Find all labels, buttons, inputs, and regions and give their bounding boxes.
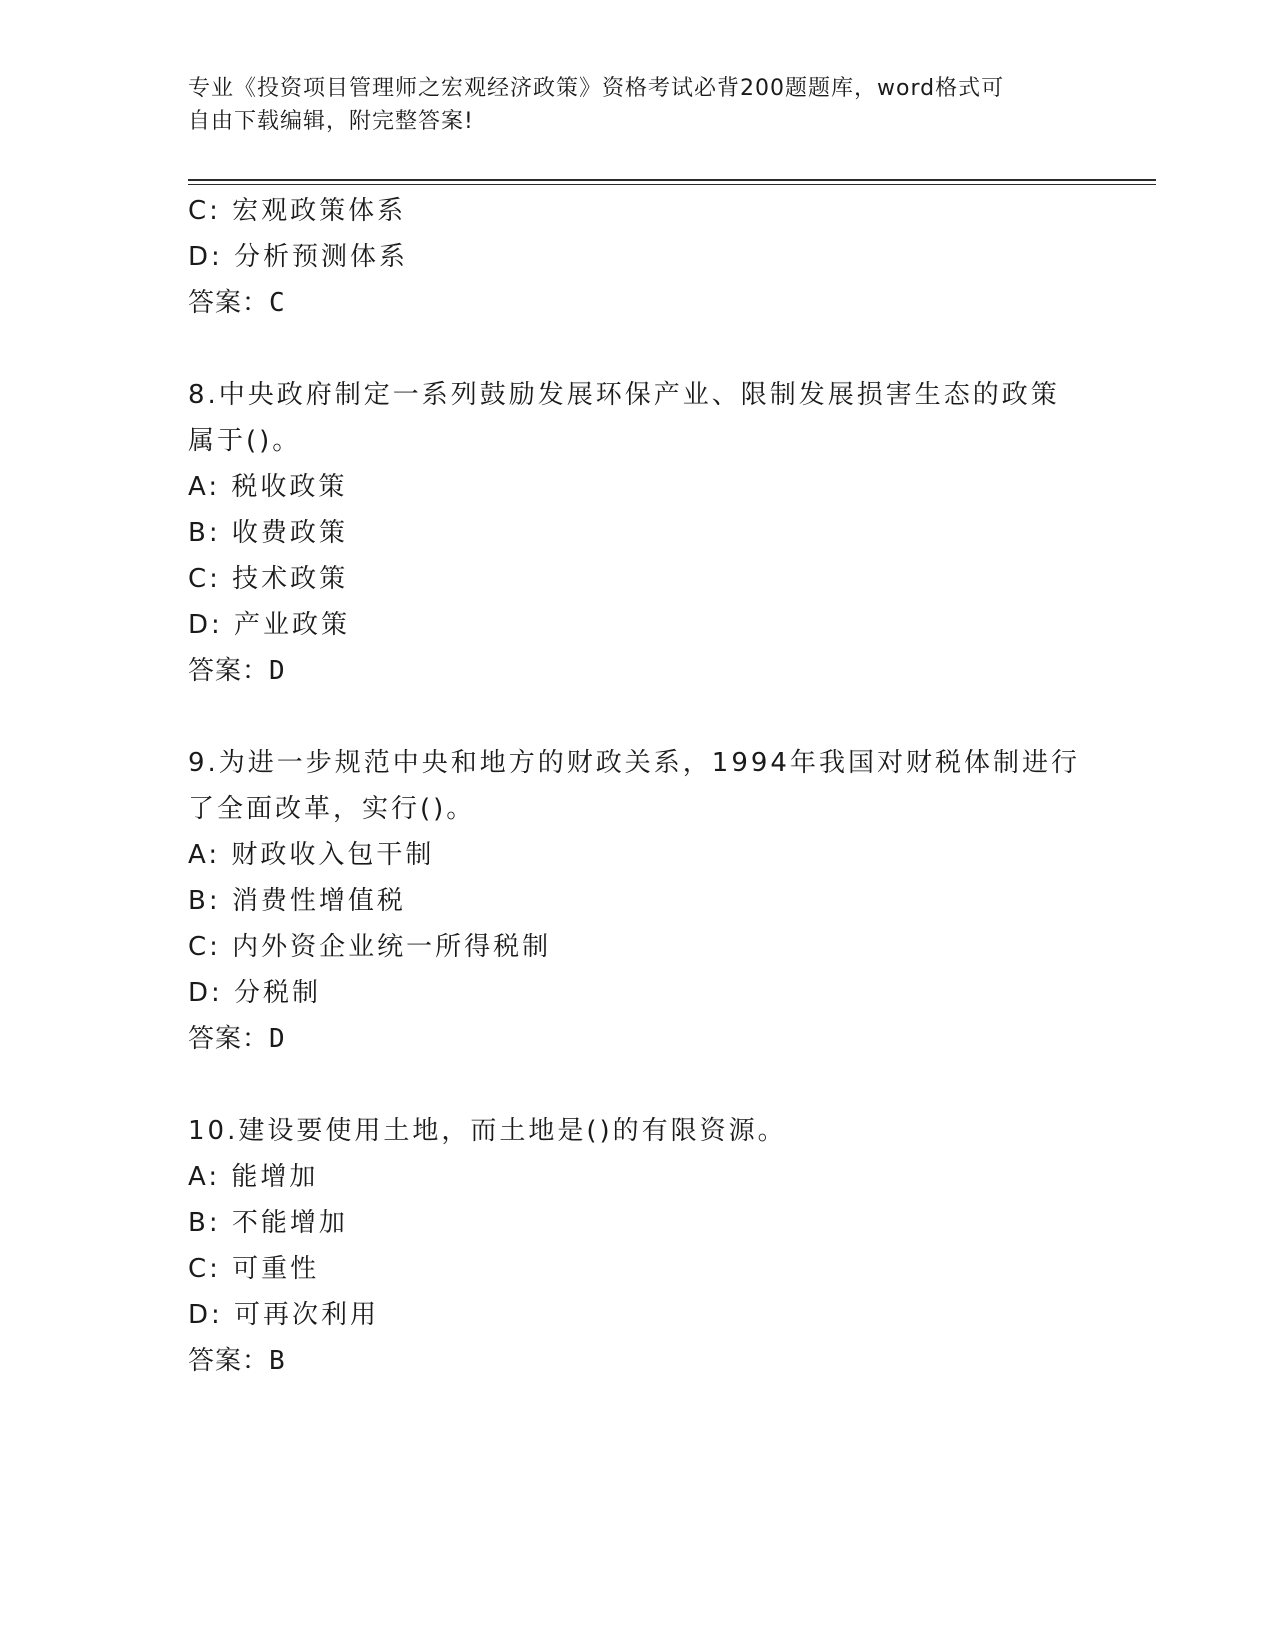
- question-10: [188, 1108, 1068, 1384]
- page-header: [188, 72, 1068, 138]
- question-stem: 属于()。: [188, 426, 302, 456]
- header-title-line1: 专业《投资项目管理师之宏观经济政策》资格考试必背200题题库，word格式可: [188, 76, 1005, 101]
- answer: 答案：C: [188, 288, 286, 318]
- question-list: [188, 188, 1080, 1384]
- spacer: [188, 1062, 1068, 1108]
- option-b: B: 收费政策: [188, 518, 348, 548]
- option-d: D: 分析预测体系: [188, 242, 409, 272]
- question-9: [188, 740, 1080, 1062]
- question-7: [188, 188, 1068, 326]
- option-c: C: 可重性: [188, 1254, 320, 1284]
- answer: 答案：B: [188, 1346, 286, 1376]
- option-c: C: 宏观政策体系: [188, 196, 407, 226]
- option-c: C: 技术政策: [188, 564, 349, 594]
- question-8: [188, 372, 1068, 694]
- header-divider: [188, 179, 1156, 185]
- question-stem: 了全面改革，实行()。: [188, 794, 476, 824]
- option-c: C: 内外资企业统一所得税制: [188, 932, 552, 962]
- option-a: A: 财政收入包干制: [188, 840, 435, 870]
- spacer: [188, 694, 1068, 740]
- option-d: D: 产业政策: [188, 610, 351, 640]
- option-a: A: 能增加: [188, 1162, 319, 1192]
- header-title-line2: 自由下载编辑，附完整答案!: [188, 109, 474, 134]
- question-stem: 10.建设要使用土地，而土地是()的有限资源。: [188, 1116, 787, 1146]
- spacer: [188, 326, 1068, 372]
- option-b: B: 不能增加: [188, 1208, 348, 1238]
- option-d: D: 分税制: [188, 978, 322, 1008]
- question-stem: 9.为进一步规范中央和地方的财政关系，1994年我国对财税体制进行: [188, 748, 1080, 778]
- option-d: D: 可再次利用: [188, 1300, 380, 1330]
- option-b: B: 消费性增值税: [188, 886, 406, 916]
- option-a: A: 税收政策: [188, 472, 348, 502]
- question-stem: 8.中央政府制定一系列鼓励发展环保产业、限制发展损害生态的政策: [188, 380, 1060, 410]
- answer: 答案：D: [188, 1024, 286, 1054]
- answer: 答案：D: [188, 656, 286, 686]
